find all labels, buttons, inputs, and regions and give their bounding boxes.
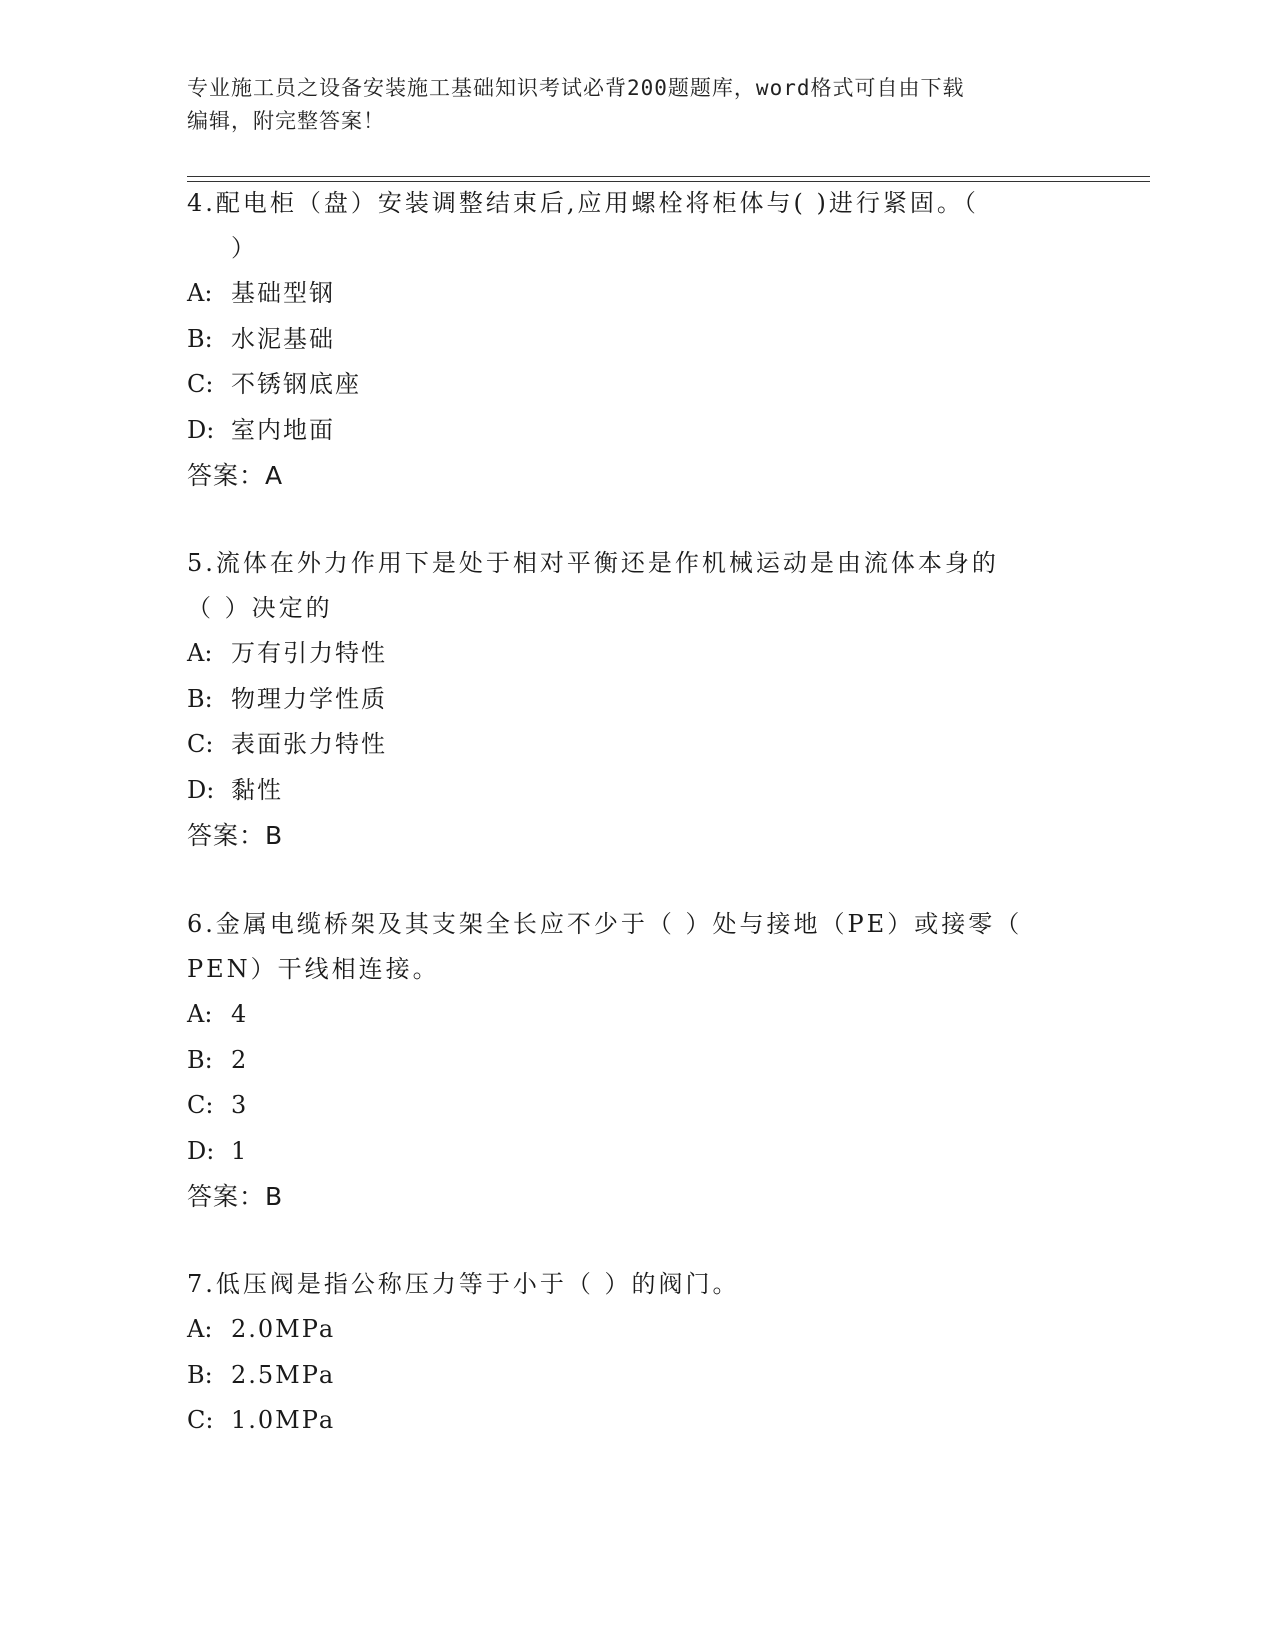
option-b — [187, 1038, 1087, 1084]
answer: 答案：B — [187, 821, 284, 850]
option-text: 室内地面 — [231, 415, 335, 444]
option-label: A: — [187, 639, 213, 667]
option-label: A: — [187, 279, 213, 307]
option-text: 水泥基础 — [231, 324, 335, 353]
option-c — [187, 1398, 1087, 1444]
option-label: C: — [187, 1406, 214, 1434]
answer: 答案：A — [187, 461, 284, 490]
document-header — [187, 72, 1087, 138]
question-text: 6.金属电缆桥架及其支架全长应不少于（ ）处与接地（PE）或接零（ — [187, 910, 1023, 938]
option-text: 1 — [231, 1136, 249, 1165]
option-label: B: — [187, 1360, 213, 1389]
option-label: C: — [187, 1091, 214, 1119]
option-label: A: — [187, 1315, 213, 1343]
option-text: 基础型钢 — [231, 279, 335, 307]
header-line-1: 专业施工员之设备安装施工基础知识考试必背200题题库，word格式可自由下载 — [187, 76, 965, 100]
option-text: 黏性 — [231, 775, 283, 804]
option-a — [187, 1307, 1087, 1353]
option-c — [187, 722, 1087, 768]
question-text-continued: ） — [231, 234, 258, 262]
option-label: B: — [187, 1045, 213, 1074]
option-text: 2.0MPa — [231, 1315, 336, 1343]
option-label: B: — [187, 684, 213, 713]
header-line-2: 编辑，附完整答案！ — [187, 109, 385, 133]
question-text: 5.流体在外力作用下是处于相对平衡还是作机械运动是由流体本身的 — [187, 549, 999, 577]
option-a — [187, 992, 1087, 1038]
option-d — [187, 768, 1087, 814]
option-b — [187, 317, 1087, 363]
question-4 — [187, 181, 1087, 499]
question-text: 4.配电柜（盘）安装调整结束后,应用螺栓将柜体与( )进行紧固。（ — [187, 189, 979, 217]
option-b — [187, 1353, 1087, 1399]
question-7 — [187, 1262, 1087, 1444]
option-label: B: — [187, 324, 213, 353]
option-d — [187, 408, 1087, 454]
option-text: 4 — [231, 1000, 249, 1028]
option-text: 2.5MPa — [231, 1360, 336, 1389]
question-text-continued: PEN）干线相连接。 — [187, 955, 440, 983]
option-label: D: — [187, 775, 215, 804]
option-a — [187, 271, 1087, 317]
question-text-continued: （ ）决定的 — [187, 594, 333, 622]
option-a — [187, 631, 1087, 677]
answer: 答案：B — [187, 1182, 284, 1211]
option-label: A: — [187, 1000, 213, 1028]
option-text: 不锈钢底座 — [231, 370, 361, 398]
question-6 — [187, 902, 1087, 1220]
option-text: 1.0MPa — [231, 1406, 336, 1434]
option-c — [187, 1083, 1087, 1129]
option-text: 物理力学性质 — [231, 684, 387, 713]
option-label: D: — [187, 1136, 215, 1165]
option-c — [187, 362, 1087, 408]
option-label: C: — [187, 730, 214, 758]
question-text: 7.低压阀是指公称压力等于小于（ ）的阀门。 — [187, 1270, 740, 1298]
option-label: D: — [187, 415, 215, 444]
option-text: 万有引力特性 — [231, 639, 387, 667]
option-d — [187, 1129, 1087, 1175]
option-b — [187, 677, 1087, 723]
option-text: 2 — [231, 1045, 249, 1074]
option-text: 3 — [231, 1091, 249, 1119]
header-rule-top — [187, 176, 1150, 177]
option-text: 表面张力特性 — [231, 730, 387, 758]
option-label: C: — [187, 370, 214, 398]
question-5 — [187, 541, 1087, 859]
